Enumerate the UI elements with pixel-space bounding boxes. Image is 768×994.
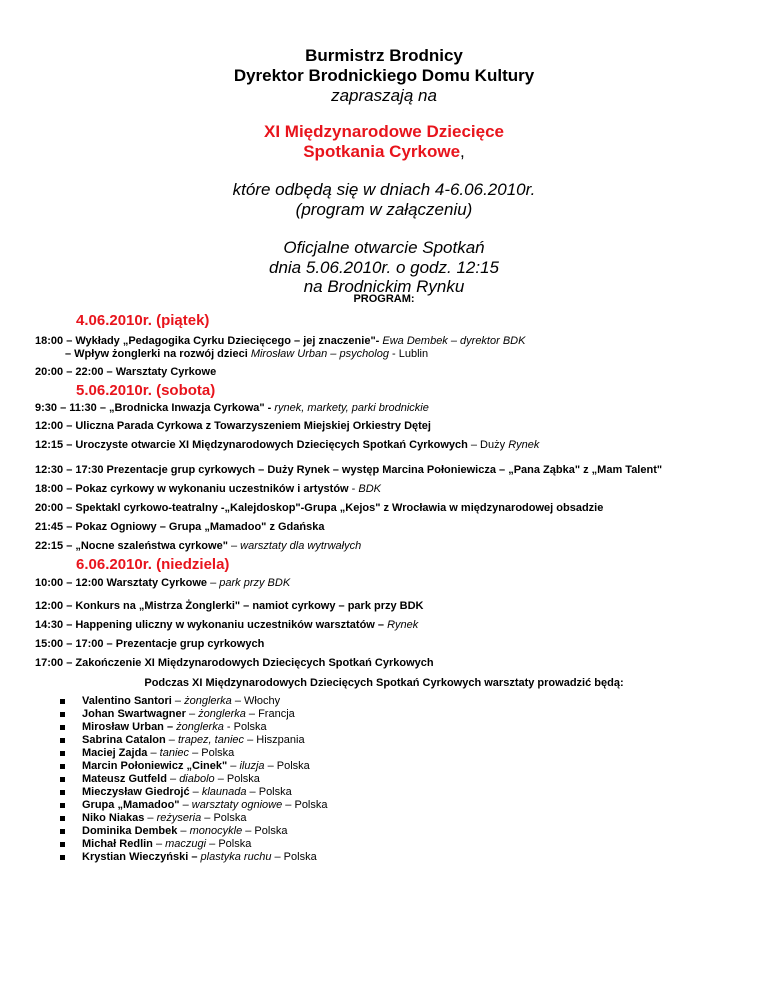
event-dates: które odbędą się w dniach 4-6.06.2010r. [232,180,536,199]
event-program-note: (program w załączeniu) [295,200,473,219]
bullet-icon [60,816,65,821]
program-item: 20:00 – Spektakl cyrkowo-teatralny -„Kalejdoskop"-Grupa „Kejos" z Wrocławia w międzynarodowej obsadzie [35,502,604,514]
list-item: Marcin Połoniewicz „Cinek" – iluzja – Polska [82,760,310,772]
program-item: 12:15 – Uroczyste otwarcie XI Międzynarodowych Dziecięcych Spotkań Cyrkowych – Duży Rynek [35,439,540,451]
list-item: Maciej Zajda – taniec – Polska [82,747,234,759]
header-organizer: Burmistrz Brodnicy [305,46,463,65]
day-heading-sunday: 6.06.2010r. (niedziela) [76,556,230,573]
list-item: Mirosław Urban – żonglerka - Polska [82,721,267,733]
event-title-line2 [0,142,768,162]
program-item: 12:00 – Uliczna Parada Cyrkowa z Towarzyszeniem Miejskiej Orkiestry Dętej [35,420,431,432]
program-item: 18:00 – Pokaz cyrkowy w wykonaniu uczestników i artystów - BDK [35,483,382,495]
workshops-intro: Podczas XI Międzynarodowych Dziecięcych Spotkań Cyrkowych warsztaty prowadzić będą: [144,677,624,689]
list-item: Johan Swartwagner – żonglerka – Francja [82,708,295,720]
bullet-icon [60,842,65,847]
program-item: 22:15 – „Nocne szaleństwa cyrkowe" – warsztaty dla wytrwałych [35,540,362,552]
bullet-icon [60,803,65,808]
list-item: Mateusz Gutfeld – diabolo – Polska [82,773,260,785]
program-item: 12:00 – Konkurs na „Mistrza Żonglerki" – namiot cyrkowy – park przy BDK [35,600,424,612]
event-title-comma: , [460,142,465,161]
list-item: Valentino Santori – żonglerka – Włochy [82,695,280,707]
bullet-icon [60,751,65,756]
program-item: 15:00 – 17:00 – Prezentacje grup cyrkowych [35,638,265,650]
program-item: 9:30 – 11:30 – „Brodnicka Inwazja Cyrkowa" - rynek, markety, parki brodnickie [35,402,429,414]
bullet-icon [60,712,65,717]
program-item: 12:30 – 17:30 Prezentacje grup cyrkowych – Duży Rynek – występ Marcina Połoniewicza – „Pana Ząbka" z „Mam Talent" [35,464,663,476]
list-item: Mieczysław Giedrojć – klaunada – Polska [82,786,292,798]
program-item: 18:00 – Wykłady „Pedagogika Cyrku Dziecięcego – jej znaczenie"- Ewa Dembek – dyrektor BDK [35,335,526,347]
bullet-icon [60,829,65,834]
day-heading-friday: 4.06.2010r. (piątek) [76,312,210,329]
header-director: Dyrektor Brodnickiego Domu Kultury [233,66,535,85]
bullet-icon [60,764,65,769]
bullet-icon [60,790,65,795]
bullet-icon [60,777,65,782]
opening-line2: dnia 5.06.2010r. o godz. 12:15 [269,258,499,277]
header-invite: zapraszają na [331,86,437,105]
list-item: Sabrina Catalon – trapez, taniec – Hiszpania [82,734,305,746]
opening-line3: na Brodnickim Rynku [303,277,465,296]
bullet-icon [60,699,65,704]
day-heading-saturday: 5.06.2010r. (sobota) [76,382,216,399]
list-item: Niko Niakas – reżyseria – Polska [82,812,246,824]
opening-line1: Oficjalne otwarcie Spotkań [283,238,485,257]
list-item: Michał Redlin – maczugi – Polska [82,838,251,850]
program-item: 17:00 – Zakończenie XI Międzynarodowych Dziecięcych Spotkań Cyrkowych [35,657,434,669]
bullet-icon [60,738,65,743]
program-item: – Wpływ żonglerki na rozwój dzieci Mirosław Urban – psycholog - Lublin [65,348,429,360]
event-title-line1: XI Międzynarodowe Dziecięce [264,122,504,141]
program-item: 10:00 – 12:00 Warsztaty Cyrkowe – park przy BDK [35,577,291,589]
list-item: Krystian Wieczyński – plastyka ruchu – Polska [82,851,317,863]
program-item: 21:45 – Pokaz Ogniowy – Grupa „Mamadoo" z Gdańska [35,521,325,533]
program-label: PROGRAM: [353,293,415,305]
list-item: Dominika Dembek – monocykle – Polska [82,825,287,837]
bullet-icon [60,725,65,730]
bullet-icon [60,855,65,860]
program-item: 14:30 – Happening uliczny w wykonaniu uczestników warsztatów – Rynek [35,619,419,631]
program-item: 20:00 – 22:00 – Warsztaty Cyrkowe [35,366,217,378]
event-title-text: Spotkania Cyrkowe [303,142,461,161]
list-item: Grupa „Mamadoo" – warsztaty ogniowe – Polska [82,799,328,811]
